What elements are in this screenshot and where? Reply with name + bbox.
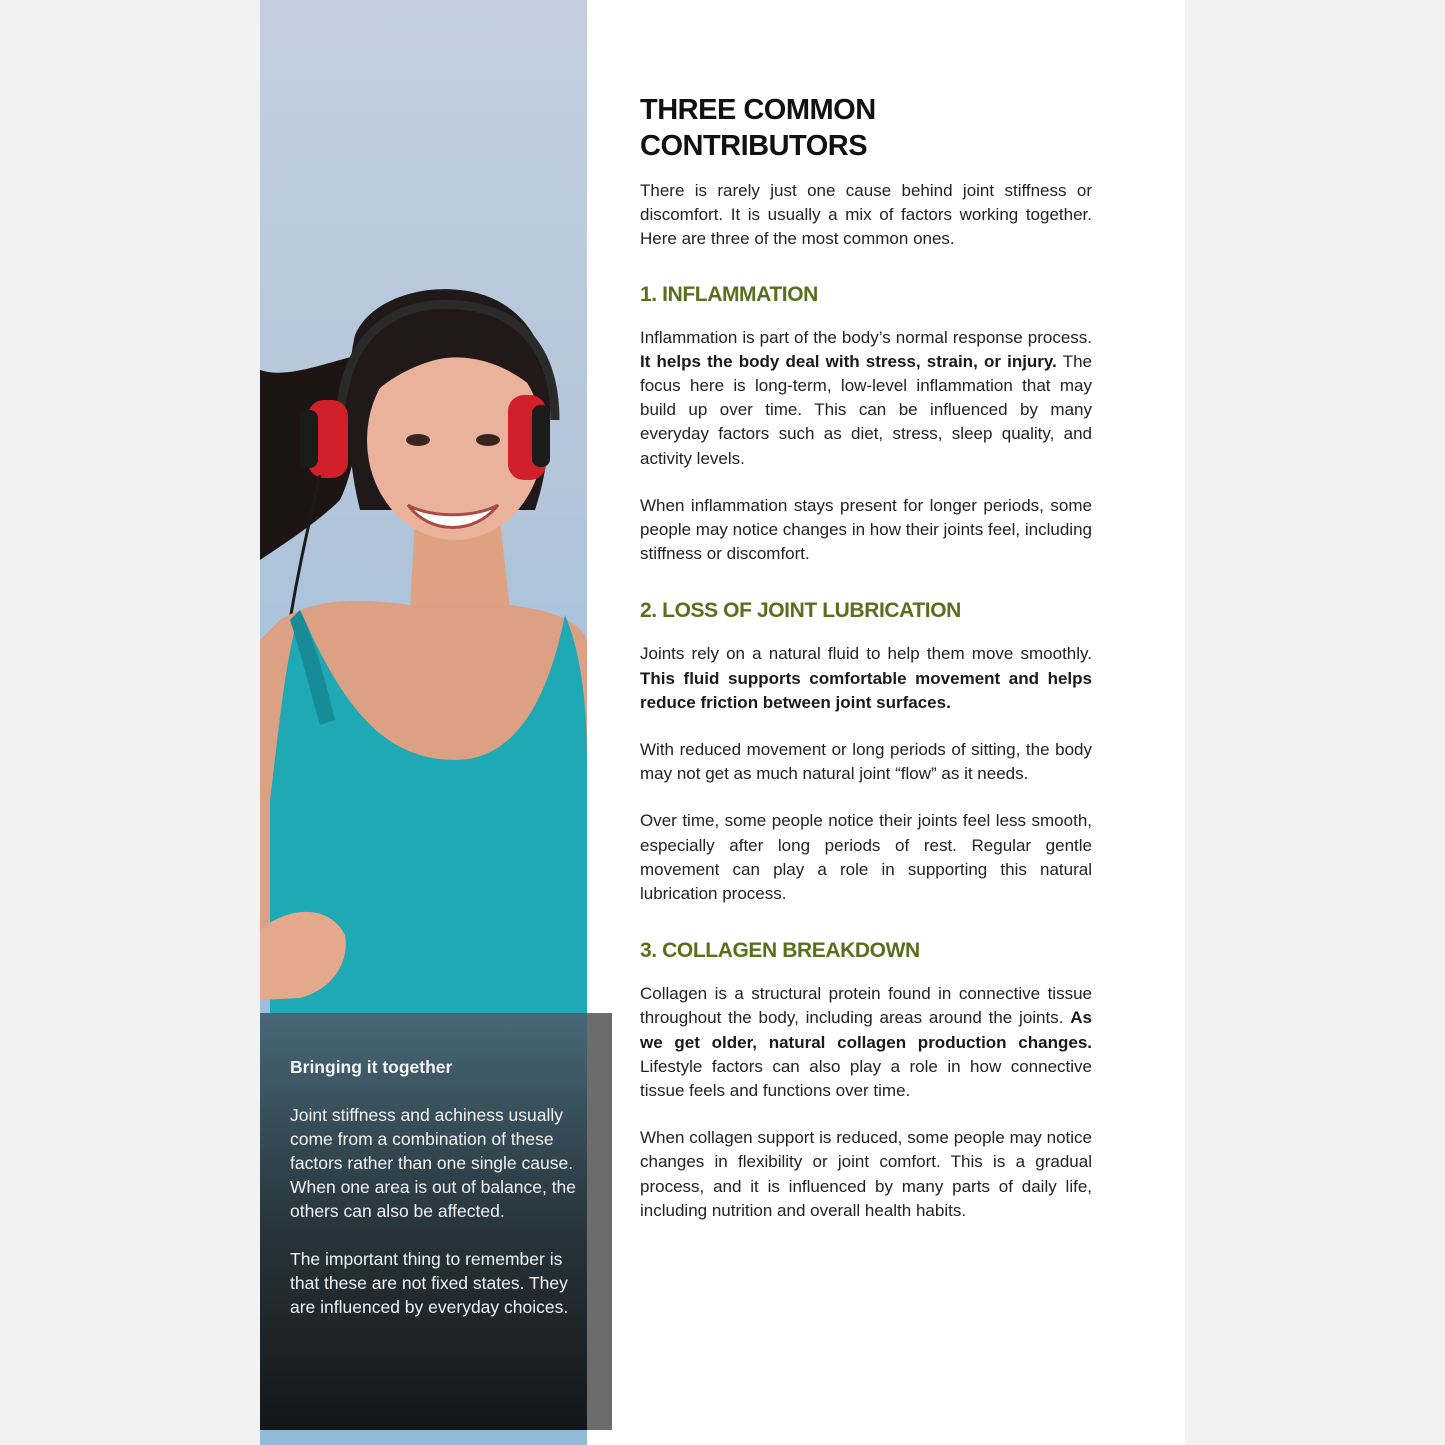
text-run: The focus here is long-term, low-level inflammation that may build up over time. This can be influenced by many everyday factors such as diet, stress, sleep quality, and activity levels.: [640, 351, 1092, 468]
bold-text: As we get older, natural collagen production changes.: [640, 1008, 1092, 1052]
section-paragraph: Over time, some people notice their joints feel less smooth, especially after long periods of rest. Regular gentle movement can play a role in supporting this natural lubrication process.: [640, 811, 1092, 904]
text-run: Inflammation is part of the body’s normal response process.: [640, 327, 1092, 347]
section-heading-joint-lubrication: 2. LOSS OF JOINT LUBRICATION: [640, 599, 961, 623]
sidebar-paragraph: The important thing to remember is that these are not fixed states. They are influenced by everyday choices.: [290, 1249, 569, 1317]
section-paragraph: [640, 642, 1092, 715]
sidebar-paragraph: Joint stiffness and achiness usually come from a combination of these factors rather than one single cause. When one area is out of balance, the others can also be affected.: [290, 1105, 577, 1221]
section-paragraph: When collagen support is reduced, some people may notice changes in flexibility or joint comfort. This is a gradual process, and it is influenced by many parts of daily life, including nutrition and overall health habits.: [640, 1128, 1092, 1220]
section-heading-inflammation: 1. INFLAMMATION: [640, 282, 818, 306]
text-run: Lifestyle factors can also play a role in how connective tissue feels and functions over time.: [640, 1056, 1092, 1101]
page-title: THREE COMMON CONTRIBUTORS: [640, 94, 876, 162]
section-paragraph: With reduced movement or long periods of sitting, the body may not get as much natural joint “flow” as it needs.: [640, 740, 1092, 784]
sidebar-title: Bringing it together: [290, 1057, 453, 1077]
bold-text: This fluid supports comfortable movement and helps reduce friction between joint surfaces.: [640, 668, 1092, 712]
text-run: Collagen is a structural protein found in connective tissue throughout the body, including areas around the joints.: [640, 984, 1092, 1028]
section-paragraph: When inflammation stays present for longer periods, some people may notice changes in how their joints feel, including stiffness or discomfort.: [640, 495, 1092, 564]
section-heading-collagen: 3. COLLAGEN BREAKDOWN: [640, 939, 920, 963]
sidebar-summary: [290, 1055, 590, 1343]
sidebar-edge: [587, 1013, 612, 1430]
bold-text: It helps the body deal with stress, strain, or injury.: [640, 351, 1057, 371]
intro-paragraph: There is rarely just one cause behind joint stiffness or discomfort. It is usually a mix of factors working together. Here are three of the most common ones.: [640, 181, 1092, 249]
text-run: Joints rely on a natural fluid to help them move smoothly.: [640, 644, 1092, 664]
page: [260, 0, 1185, 1445]
section-paragraph: [640, 326, 1092, 471]
section-paragraph: [640, 982, 1092, 1103]
article-body: [640, 92, 1092, 1246]
